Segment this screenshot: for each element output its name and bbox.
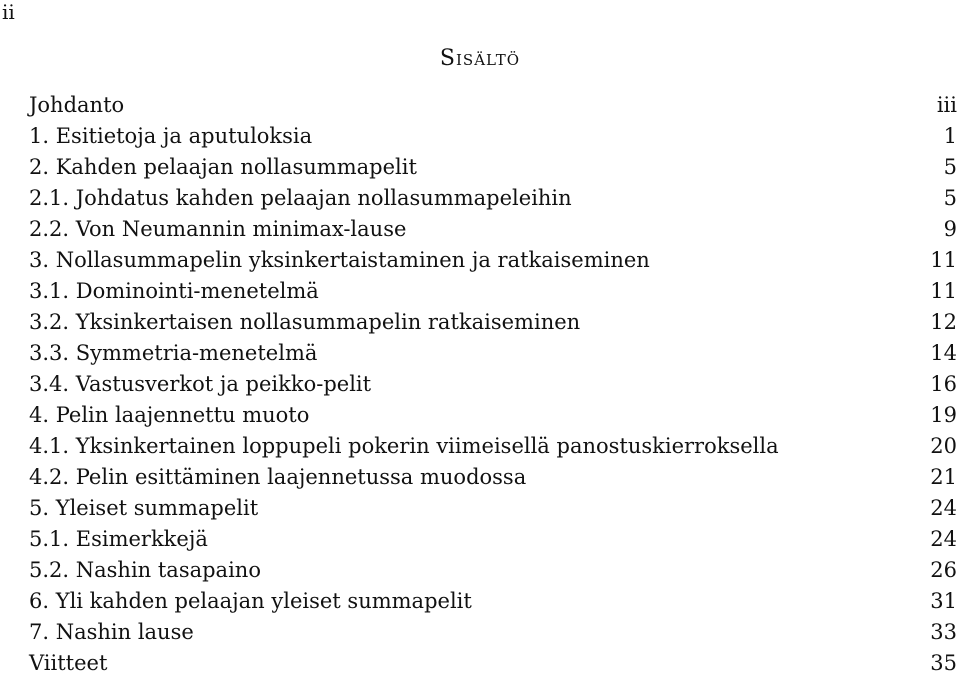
toc-entry-page: 14	[930, 341, 957, 365]
toc-entry-page: 19	[930, 403, 957, 427]
toc-entry-label: 3.4. Vastusverkot ja peikko-pelit	[29, 372, 372, 396]
toc-entry	[29, 431, 957, 462]
toc-entry-page: 24	[930, 527, 957, 551]
toc-entry-label: Viitteet	[29, 651, 108, 675]
toc-entry-label: 4. Pelin laajennettu muoto	[29, 403, 310, 427]
toc-entry-page: 1	[943, 124, 957, 148]
toc-entry	[29, 90, 957, 121]
toc-entry	[29, 214, 957, 245]
toc-title-text: Sisältö	[439, 46, 521, 71]
toc-entry-label: 5.2. Nashin tasapaino	[29, 558, 261, 582]
toc-entry	[29, 152, 957, 183]
toc-entry	[29, 121, 957, 152]
table-of-contents	[29, 90, 957, 679]
toc-entry-page: 5	[943, 155, 957, 179]
toc-entry	[29, 307, 957, 338]
toc-entry-page: 11	[930, 248, 957, 272]
toc-entry	[29, 586, 957, 617]
toc-entry	[29, 183, 957, 214]
toc-entry-label: 5. Yleiset summapelit	[29, 496, 259, 520]
toc-entry-page: 11	[930, 279, 957, 303]
toc-entry	[29, 245, 957, 276]
toc-entry-label: 4.1. Yksinkertainen loppupeli pokerin viimeisellä panostuskierroksella	[29, 434, 779, 458]
toc-entry-page: 35	[930, 651, 957, 675]
page-number: ii	[2, 0, 15, 24]
toc-entry-page: 24	[930, 496, 957, 520]
toc-entry	[29, 555, 957, 586]
toc-entry-page: 12	[930, 310, 957, 334]
toc-entry	[29, 617, 957, 648]
toc-entry-page: 26	[930, 558, 957, 582]
toc-entry-label: 7. Nashin lause	[29, 620, 194, 644]
toc-entry-label: 2. Kahden pelaajan nollasummapelit	[29, 155, 417, 179]
toc-entry-page: 21	[930, 465, 957, 489]
toc-entry-label: 3. Nollasummapelin yksinkertaistaminen ja ratkaiseminen	[29, 248, 650, 272]
toc-entry-page: 33	[930, 620, 957, 644]
toc-entry-label: 2.1. Johdatus kahden pelaajan nollasummapeleihin	[29, 186, 572, 210]
toc-entry-label: 2.2. Von Neumannin minimax-lause	[29, 217, 407, 241]
toc-entry-label: 3.3. Symmetria-menetelmä	[29, 341, 318, 365]
toc-entry-page: 20	[930, 434, 957, 458]
toc-entry	[29, 400, 957, 431]
toc-entry-label: 6. Yli kahden pelaajan yleiset summapelit	[29, 589, 472, 613]
toc-entry-page: 16	[930, 372, 957, 396]
toc-entry-label: 1. Esitietoja ja aputuloksia	[29, 124, 313, 148]
toc-entry	[29, 524, 957, 555]
toc-title	[0, 44, 960, 74]
toc-entry	[29, 462, 957, 493]
toc-entry	[29, 648, 957, 679]
toc-entry-page: 9	[943, 217, 957, 241]
toc-entry	[29, 369, 957, 400]
toc-entry-page: iii	[936, 93, 957, 117]
toc-entry-label: 3.1. Dominointi-menetelmä	[29, 279, 319, 303]
toc-entry	[29, 493, 957, 524]
toc-entry	[29, 338, 957, 369]
toc-entry-page: 31	[930, 589, 957, 613]
toc-entry-label: 4.2. Pelin esittäminen laajennetussa muodossa	[29, 465, 527, 489]
toc-entry	[29, 276, 957, 307]
toc-entry-page: 5	[943, 186, 957, 210]
toc-entry-label: Johdanto	[29, 93, 125, 117]
toc-entry-label: 3.2. Yksinkertaisen nollasummapelin ratkaiseminen	[29, 310, 581, 334]
toc-entry-label: 5.1. Esimerkkejä	[29, 527, 208, 551]
